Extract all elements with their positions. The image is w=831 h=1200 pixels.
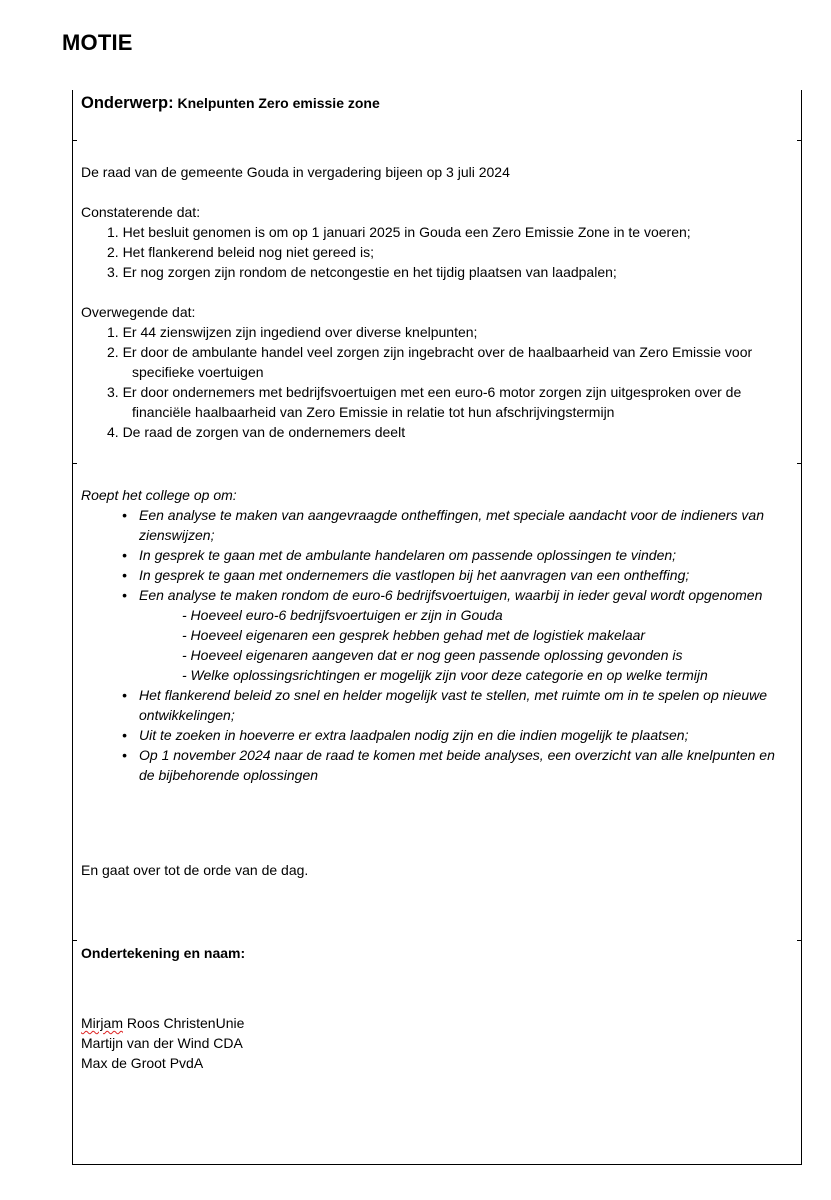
overwegende-title: Overwegende dat: [81, 304, 196, 320]
motion-form-table [72, 90, 802, 1165]
roept-title: Roept het college op om: [81, 487, 237, 503]
sub-list [139, 605, 794, 685]
bullet-icon: • [122, 747, 127, 763]
request-list [81, 505, 794, 785]
list-item: 4. De raad de zorgen van de ondernemers deelt [107, 424, 406, 440]
list-item: • Een analyse te maken rondom de euro-6 bedrijfsvoertuigen, waarbij in ieder geval wordt opgenomen - Hoeveel euro-6 bedrijfsvoertuigen er zijn in Gouda - Hoeveel eigenaren een gesprek hebben gehad met de logistiek makelaar - Hoeveel eigenaren aangeven dat er nog geen passende oplossing gevonden is - Welke oplossingsrichtingen er mogelijk zijn voor deze categorie en op welke termijn [81, 585, 794, 685]
row-divider [797, 940, 802, 941]
constaterende-list [81, 222, 794, 282]
list-item: • In gesprek te gaan met ondernemers die vastlopen bij het aanvragen van een ontheffing; [122, 567, 690, 583]
row-divider [72, 140, 77, 141]
sub-list-item: - Welke oplossingsrichtingen er mogelijk zijn voor deze categorie en op welke termijn [182, 667, 708, 683]
bullet-icon: • [122, 547, 127, 563]
list-item: 3. Er nog zorgen zijn rondom de netcongestie en het tijdig plaatsen van laadpalen; [107, 264, 617, 280]
bullet-icon: • [122, 687, 127, 703]
signatory: Mirjam Roos ChristenUnie [81, 1015, 245, 1031]
sub-list-item: - Hoeveel euro-6 bedrijfsvoertuigen er zijn in Gouda [182, 607, 503, 623]
closing-row [81, 860, 794, 880]
signature-title: Ondertekening en naam: [81, 945, 246, 961]
closing-text: En gaat over tot de orde van de dag. [81, 862, 309, 878]
bullet-icon: • [122, 567, 127, 583]
list-item: • In gesprek te gaan met de ambulante handelaren om passende oplossingen te vinden; [122, 547, 677, 563]
considerations-section [81, 162, 794, 442]
list-item: • Het flankerend beleid zo snel en helder mogelijk vast te stellen, met ruimte om in te spelen op nieuwe ontwikkelingen; [122, 687, 768, 723]
signature-section [81, 943, 794, 1073]
list-item: 3. Er door ondernemers met bedrijfsvoertuigen met een euro-6 motor zorgen zijn uitgesproken over de financiële haalbaarheid van Zero Emissie in relatie tot hun afschrijvingstermijn [107, 384, 742, 420]
sub-list-item: - Hoeveel eigenaren een gesprek hebben gehad met de logistiek makelaar [182, 627, 646, 643]
constaterende-title: Constaterende dat: [81, 204, 201, 220]
sub-list-item: - Hoeveel eigenaren aangeven dat er nog geen passende oplossing gevonden is [182, 647, 683, 663]
list-item: 1. Er 44 zienswijzen zijn ingediend over diverse knelpunten; [107, 324, 478, 340]
list-item: 1. Het besluit genomen is om op 1 januari 2025 in Gouda een Zero Emissie Zone in te voeren; [107, 224, 691, 240]
list-item: 2. Het flankerend beleid nog niet gereed is; [107, 244, 374, 260]
request-section [81, 485, 794, 785]
signatory: Martijn van der Wind CDA [81, 1035, 243, 1051]
subject-row [81, 93, 794, 113]
list-item: • Op 1 november 2024 naar de raad te komen met beide analyses, een overzicht van alle knelpunten en de bijbehorende oplossingen [122, 747, 775, 783]
row-divider [72, 463, 77, 464]
subject-value: Knelpunten Zero emissie zone [177, 95, 380, 111]
bullet-icon: • [122, 587, 127, 603]
bullet-icon: • [122, 507, 127, 523]
row-divider [72, 940, 77, 941]
table-border-left [72, 90, 73, 1165]
list-item: • Uit te zoeken in hoeverre er extra laadpalen nodig zijn en die indien mogelijk te plaatsen; [122, 727, 689, 743]
bullet-icon: • [122, 727, 127, 743]
intro-text: De raad van de gemeente Gouda in vergadering bijeen op 3 juli 2024 [81, 164, 510, 180]
row-divider [797, 463, 802, 464]
row-divider [797, 140, 802, 141]
table-border-bottom [72, 1164, 802, 1165]
list-item: • Een analyse te maken van aangevraagde ontheffingen, met speciale aandacht voor de indieners van zienswijzen; [122, 507, 764, 543]
list-item: 2. Er door de ambulante handel veel zorgen zijn ingebracht over de haalbaarheid van Zero Emissie voor specifieke voertuigen [107, 344, 753, 380]
table-border-right [801, 90, 802, 1165]
signatory-first-name: Mirjam [81, 1015, 123, 1031]
signatory: Max de Groot PvdA [81, 1055, 204, 1071]
overwegende-list [81, 322, 794, 442]
subject-label: Onderwerp: [81, 94, 174, 112]
document-title: MOTIE [62, 30, 133, 55]
